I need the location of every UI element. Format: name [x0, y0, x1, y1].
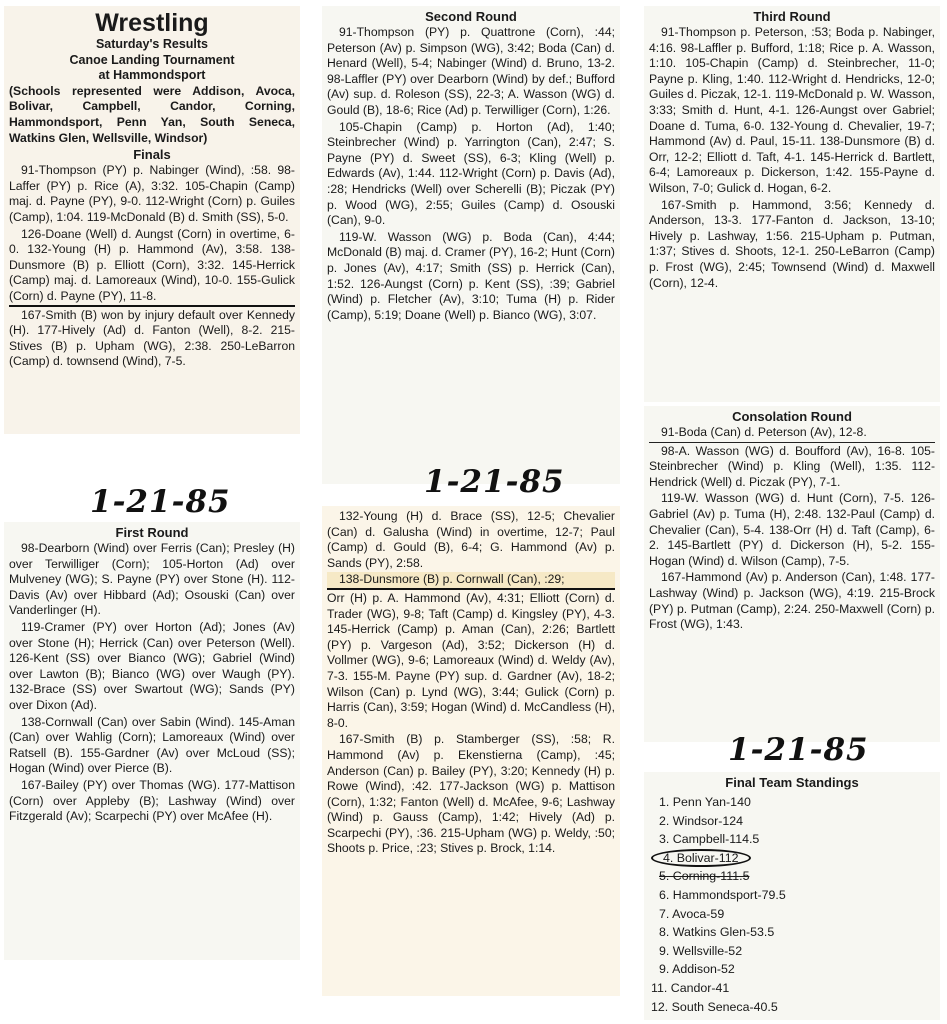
clipping-second-round-continued: [322, 506, 620, 996]
clipping-team-standings: [644, 772, 940, 1020]
standings-item: 2. Windsor-124: [659, 813, 744, 828]
schools-represented: (Schools represented were Addison, Avoca, Bolivar, Campbell, Candor, Corning, Hammondsport, Penn Yan, South Seneca, Watkins Glen, Wellsville, Windsor): [9, 83, 295, 145]
third-round-paragraph: 167-Smith p. Hammond, 3:56; Kennedy d. Anderson, 13-3. 177-Fanton d. Jackson, 13-10; Hively p. Lashway, 1:56. 215-Upham p. Putman, 1:37; Stives d. Shoots, 12-1. 250-LeBarron (Camp) p. Frost (WG), 2:45; Townsend (Wind) d. Maxwell (Corn), 12-4.: [649, 197, 935, 290]
second-round-heading: Second Round: [425, 9, 517, 24]
clipping-third-round: [644, 6, 940, 402]
handwritten-date: 1-21-85: [424, 464, 565, 500]
first-round-paragraph: 138-Cornwall (Can) over Sabin (Wind). 145-Aman (Can) over Wahlig (Corn); Lamoreaux (Wind) over Ratsell (B). 155-Gardner (Av) over McLoud (SS); Hogan (Wind) over Pierce (B).: [9, 714, 295, 776]
finals-paragraph: 167-Smith (B) won by injury default over Kennedy (H). 177-Hively (Ad) d. Fanton (Well), 8-2. 215-Stives (B) p. Upham (WG), 2:38. 250-LeBarron (Camp) d. townsend (Wind), 7-5.: [9, 307, 295, 369]
consolation-heading: Consolation Round: [732, 409, 852, 424]
standings-item: 1. Penn Yan-140: [659, 795, 751, 809]
second-round-continued-paragraph: Orr (H) p. A. Hammond (Av), 4:31; Elliott (Corn) d. Trader (WG), 9-8; Taft (Camp) d. Kingsley (PY), 4-3. 145-Herrick (Camp) p. Aman (Can), 2:26; Bartlett (PY) p. Vargeson (Ad), 3:52; Dickerson (H) d. Vollmer (WG), 9-6; Lamoreaux (Wind) d. Weldy (Av), 7-3. 155-M. Payne (PY) sup. d. Gardner (Av), 18-2; Wilson (Can) p. Lynd (WG), 3:44; Gulick (Corn) p. Harris (Can), 3:59; Hogan (Wind) d. McCandless (H), 8-0.: [327, 590, 615, 730]
clipping-consolation-round: [644, 406, 940, 742]
clipping-second-round: [322, 6, 620, 484]
article-subtitle: Saturday's Results: [95, 37, 209, 51]
article-title: Wrestling: [95, 9, 209, 37]
second-round-paragraph: 105-Chapin (Camp) p. Horton (Ad), 1:40; Steinbrecher (Wind) p. Yarrington (Can), 2:47; S. Payne (PY) d. Sweet (SS), 6-3; Kling (Well) p. Edwards (Av), 1:44. 112-Wright (Corn) p. Davis (Ad), :28; Hendricks (Well) over Scherelli (B); Piczak (PY) p. Wood (WG), 2:55; Guiles (Camp) d. Osouski (Can), 9-0.: [327, 119, 615, 228]
consolation-paragraph: 167-Hammond (Av) p. Anderson (Can), 1:48. 177-Lashway (Wind) p. Jackson (WG), 4:19. 215-Brock (PY) p. Putman (Camp), 2:24. 250-Maxwell (Corn) p. Frost (WG), 1:43.: [649, 570, 935, 632]
standings-item: [659, 849, 935, 868]
handwritten-date: 1-21-85: [90, 484, 231, 520]
consolation-paragraph: 91-Boda (Can) d. Peterson (Av), 12-8.: [661, 425, 867, 439]
standings-item: 3. Campbell-114.5: [659, 832, 760, 847]
second-round-continued-paragraph: 167-Smith (B) p. Stamberger (SS), :58; R. Hammond (Av) p. Ekenstierna (Camp), :45; Anderson (Can) p. Bailey (PY), 3:20; Kennedy (H) p. Rowe (Wind), :42. 177-Jackson (WG) p. Mattison (Corn), 1:32; Fanton (Well) d. McAfee, 9-6; Lashway (Wind) p. Gauss (Camp), 1:42; Hively (Ad) p. Scarpechi (PY), :36. 215-Upham (WG) p. Weldy, :50; Shoots p. Price, :23; Stives p. Brock, 1:14.: [327, 732, 615, 856]
standings-heading: Final Team Standings: [725, 775, 859, 790]
standings-item: 11. Candor-41: [651, 980, 730, 995]
consolation-paragraph: 119-W. Wasson (WG) d. Hunt (Corn), 7-5. 126-Gabriel (Av) p. Tuma (H), 2:48. 132-Paul (Camp) d. Chevalier (Can), 5-4. 138-Orr (H) d. Taft (Camp), 6-2. 145-Bartlett (PY) d. Dickerson (H), 5-2. 155-Hogan (Wind) d. Wilson (Camp), 7-5.: [649, 491, 935, 568]
standings-item: 6. Hammondsport-79.5: [659, 887, 786, 902]
divider: [649, 442, 935, 443]
tournament-name: Canoe Landing Tournament: [69, 52, 235, 67]
standings-item: 5. Corning-111.5: [659, 869, 750, 884]
finals-paragraph: 91-Thompson (PY) p. Nabinger (Wind), :58. 98-Laffer (PY) p. Rice (A), 3:32. 105-Chapin (Camp) maj. d. Payne (PY), 9-0. 112-Wright (Corn) p. Guiles (Camp), 1:04. 119-McDonald (B) d. Smith (SS), 5-0.: [9, 163, 295, 224]
clipping-first-round: [4, 522, 300, 960]
standings-item: 8. Watkins Glen-53.5: [659, 925, 775, 940]
circled-standing: 4. Bolivar-112: [651, 849, 751, 867]
finals-paragraph: 126-Doane (Well) d. Aungst (Corn) in overtime, 6-0. 132-Young (H) p. Hammond (Av), 3:58. 138-Dunsmore (B) p. Elliott (Corn), 3:32. 145-Herrick (Camp) maj. d. Lamoreaux (Wind), 10-0. 155-Gulick (Corn) d. Payne (PY), 11-8.: [9, 227, 295, 307]
consolation-paragraph: 98-A. Wasson (WG) d. Boufford (Av), 16-8. 105-Steinbrecher (Wind) p. Kling (Well), 1:35. 112-Hendrick (Well) d. Piczak (PY), 7-1.: [649, 443, 935, 489]
handwritten-date: 1-21-85: [728, 732, 869, 768]
clipping-wrestling-finals: [4, 6, 300, 434]
standings-list: [651, 793, 935, 1016]
standings-item: 7. Avoca-59: [659, 906, 725, 921]
second-round-continued-paragraph: 132-Young (H) d. Brace (SS), 12-5; Chevalier (Can) d. Galusha (Wind) in overtime, 12-7; Paul (Camp) d. Gould (B), 6-4; G. Hammond (Av) p. Sands (PY), 2:58.: [327, 509, 615, 570]
first-round-paragraph: 167-Bailey (PY) over Thomas (WG). 177-Mattison (Corn) over Appleby (B); Lashway (Wind) over Fitzgerald (Av); Scarpechi (PY) over McAfee (H).: [9, 777, 295, 824]
first-round-paragraph: 98-Dearborn (Wind) over Ferris (Can); Presley (H) over Terwilliger (Corn); 105-Horton (Ad) over Mulveney (WG); S. Payne (PY) over Stone (H). 112-Davis (Av) over Hibbard (Ad); Osouski (Can) over Vanderlinger (H).: [9, 541, 295, 618]
third-round-paragraph: 91-Thompson p. Peterson, :53; Boda p. Nabinger, 4:16. 98-Laffler p. Bufford, 1:18; Rice p. A. Wasson, 1:10. 105-Chapin (Camp) d. Steinbrecher, 11-0; Payne p. Kling, 1:40. 112-Wright d. Hendricks, 12-0; Guiles d. Piczak, 12-1. 119-McDonald p. W. Wasson, 3:33; Smith d. Hunt, 4-1. 126-Aungst over Gabriel; Doane d. Tuma, 6-0. 132-Young d. Chevalier, 19-7; Hammond (Av) d. Paul, 15-11. 138-Dunsmore (B) d. Orr, 12-2; Elliott d. Taft, 4-1. 145-Herrick d. Bartlett, 6-4; Lamoreaux p. Dickerson, 1:42. 155-Payne d. Wilson, 7-0; Gulick d. Hogan, 6-2.: [649, 25, 935, 195]
standings-item: 9. Wellsville-52: [659, 943, 743, 958]
standings-item: 12. South Seneca-40.5: [651, 999, 778, 1014]
first-round-paragraph: 119-Cramer (PY) over Horton (Ad); Jones (Av) over Stone (H); Herrick (Can) over Peterson (Well). 126-Kent (SS) over Bianco (WG); Gabriel (Wind) over Lawton (B); Bianco (WG) over Waugh (PY). 132-Brace (SS) over Swartout (WG); Sands (PY) over Dixon (Ad).: [9, 619, 295, 712]
standings-item: 9. Addison-52: [659, 962, 735, 977]
first-round-heading: First Round: [115, 525, 189, 540]
tournament-location: at Hammondsport: [98, 68, 206, 83]
highlighted-result: 138-Dunsmore (B) p. Cornwall (Can), :29;: [327, 572, 615, 590]
third-round-heading: Third Round: [753, 9, 831, 24]
second-round-paragraph: 119-W. Wasson (WG) p. Boda (Can), 4:44; McDonald (B) maj. d. Cramer (PY), 16-2; Hunt (Corn) p. Jones (Av), 4:17; Smith (SS) p. Herrick (Can), 1:52. 126-Aungst (Corn) p. Kent (SS), :39; Gabriel (Wind) p. Fletcher (Av), 3:10; Tuma (H) p. Rider (Camp), 5:19; Doane (Well) p. Bianco (WG), 3:07.: [327, 229, 615, 322]
second-round-paragraph: 91-Thompson (PY) p. Quattrone (Corn), :44; Peterson (Av) p. Simpson (WG), 3:42; Boda (Can) d. Henard (Well), 5-4; Nabinger (Wind) d. Bruno, 13-2. 98-Laffler (PY) over Dearborn (Wind) by def.; Bufford (Av) sup. d. Roleson (SS), 22-3; A. Wasson (WG) d. Gould (B), 18-6; Rice (Ad) p. Terwilliger (Corn), 1:26.: [327, 25, 615, 117]
finals-heading: Finals: [133, 147, 171, 163]
